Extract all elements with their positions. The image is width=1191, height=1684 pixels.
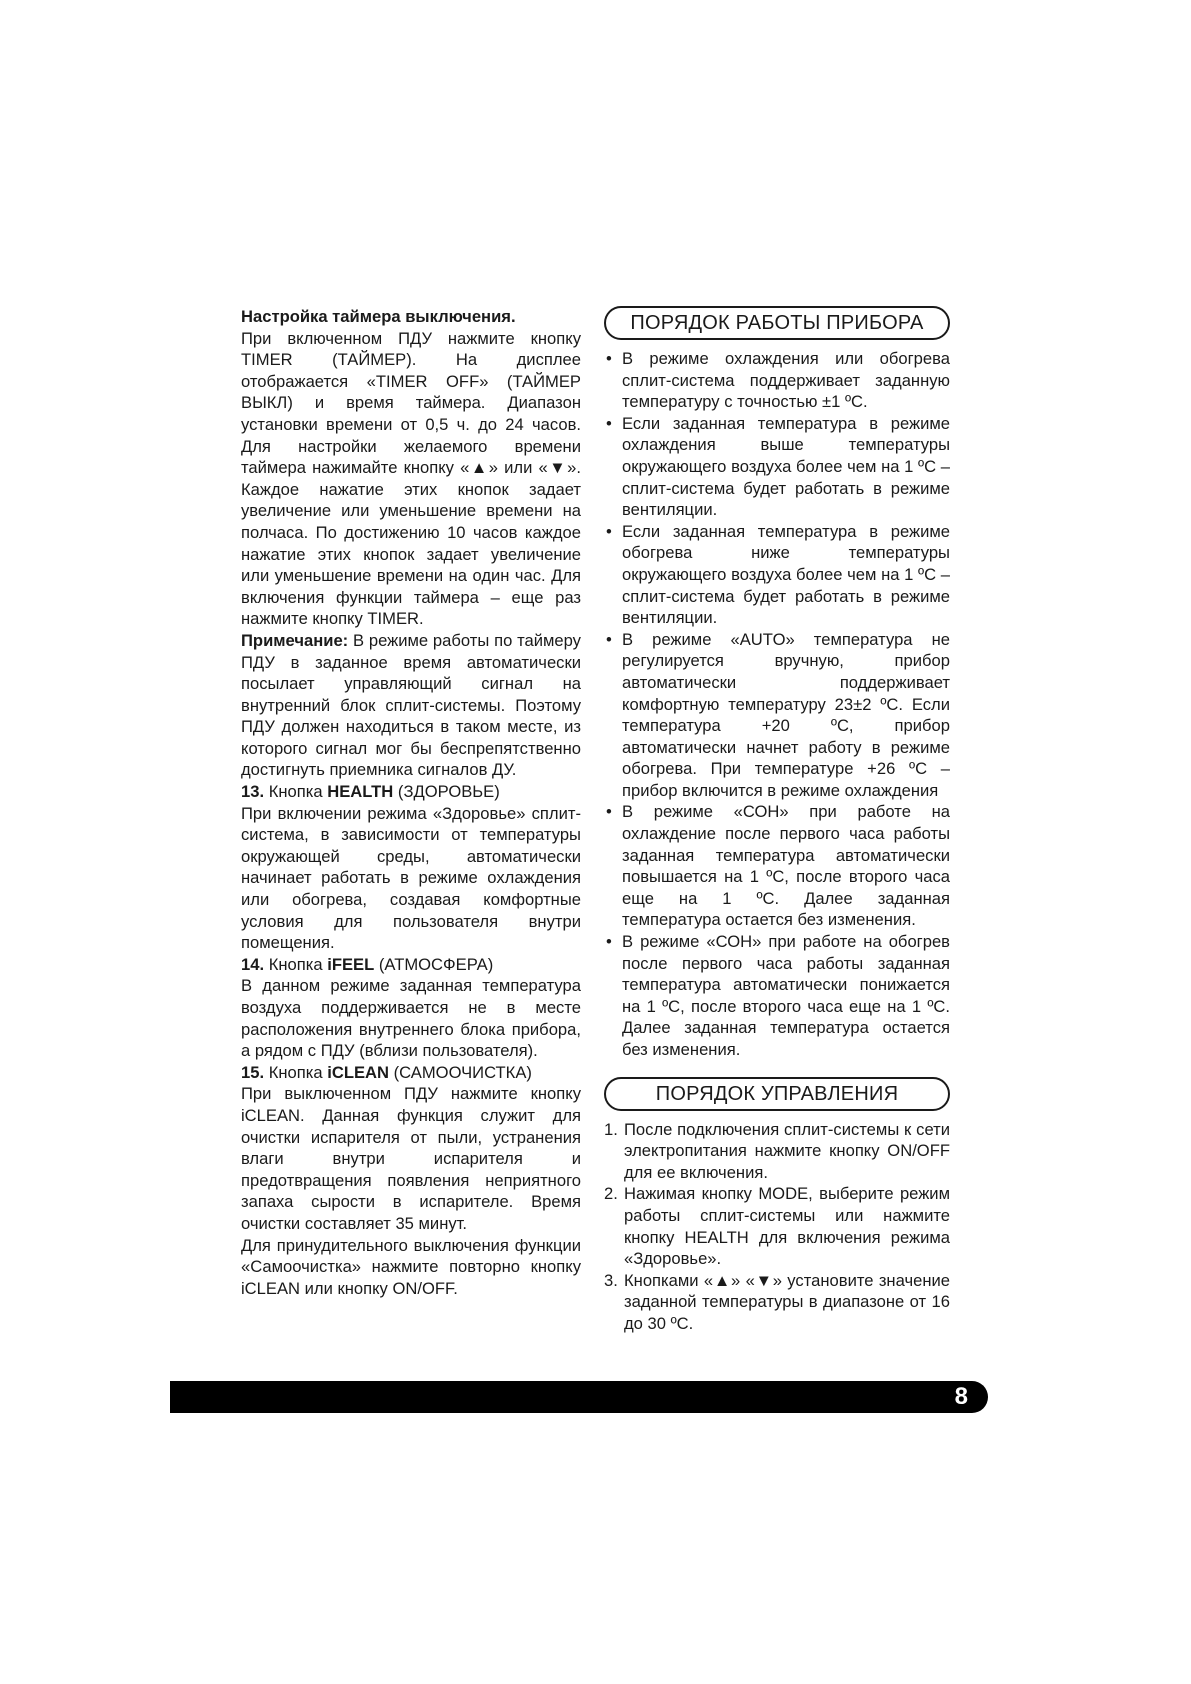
operation-title: ПОРЯДОК РАБОТЫ ПРИБОРА <box>604 306 950 340</box>
footer-bar <box>170 1381 988 1413</box>
iclean-text-2: Для принудительного выключения функции «Самоочистка» нажмите повторно кнопку iCLEAN или кнопку ON/OFF. <box>241 1235 581 1298</box>
ifeel-num: 14. <box>241 954 265 974</box>
page-number: 8 <box>954 1383 968 1410</box>
health-heading <box>241 781 581 803</box>
ifeel-suffix: (АТМОСФЕРА) <box>378 954 494 974</box>
iclean-text: При выключенном ПДУ нажмите кнопку iCLEAN. Данная функция служит для очистки испарителя от пыли, устранения влаги внутри испарителя и предотвращения появления неприятного запаха сырости в испарителе. Время очистки составляет 35 минут. <box>241 1084 581 1233</box>
control-title: ПОРЯДОК УПРАВЛЕНИЯ <box>604 1077 950 1111</box>
list-item: • В режиме «СОН» при работе на охлаждение после первого часа работы заданная температура автоматически повышается на 1 ºC, после второго часа еще на 1 ºC. Далее заданная температура остается без изменения. <box>604 801 950 931</box>
list-item <box>604 1119 950 1184</box>
note-paragraph <box>241 630 581 781</box>
list-item: • Если заданная температура в режиме обогрева ниже температуры окружающего воздуха более чем на 1 ºC – сплит-система будет работать в режиме вентиляции. <box>604 521 950 629</box>
item-text: Кнопками «▲» «▼» установите значение заданной температуры в диапазоне от 16 до 30 ºC. <box>624 1270 950 1333</box>
timer-text: При включенном ПДУ нажмите кнопку TIMER (ТАЙМЕР). На дисплее отображается «TIMER OFF» (ТАЙМЕР ВЫКЛ) и время таймера. Диапазон установки времени от 0,5 ч. до 24 часов. Для настройки желаемого времени таймера нажимайте кнопку «▲» или «▼». Каждое нажатие этих кнопок задает увеличение или уменьшение времени на полчаса. По достижению 10 часов каждое нажатие этих кнопок задает увеличение или уменьшение времени на один час. Для включения функции таймера – еще раз нажмите кнопку TIMER. <box>241 328 581 629</box>
list-item: • В режиме «AUTO» температура не регулируется вручную, прибор автоматически поддерживает комфортную температуру 23±2 ºC. Если температура +20 ºC, прибор автоматически начнет работу в режиме обогрева. При температуре +26 ºC – прибор включится в режиме охлаждения <box>604 629 950 802</box>
list-item: • В режиме охлаждения или обогрева сплит-система поддерживает заданную температуру с точностью ±1 ºC. <box>604 348 950 413</box>
list-item <box>604 1270 950 1335</box>
item-text: После подключения сплит-системы к сети электропитания нажмите кнопку ON/OFF для ее включения. <box>624 1119 950 1182</box>
timer-heading: Настройка таймера выключения. <box>241 307 516 326</box>
list-item: • В режиме «СОН» при работе на обогрев после первого часа работы заданная температура автоматически понижается на 1 ºC, после второго часа еще на 1 ºC. Далее заданная температура остается без изменения. <box>604 931 950 1061</box>
list-item: • Если заданная температура в режиме охлаждения выше температуры окружающего воздуха более чем на 1 ºC – сплит-система будет работать в режиме вентиляции. <box>604 413 950 521</box>
item-text: Нажимая кнопку MODE, выберите режим работы сплит-системы или нажмите кнопку HEALTH для включения режима «Здоровье». <box>624 1184 950 1269</box>
health-name: HEALTH <box>327 782 394 802</box>
iclean-heading <box>241 1062 581 1084</box>
operation-list <box>604 348 950 1061</box>
health-suffix: (ЗДОРОВЬЕ) <box>397 782 500 802</box>
item-number: 2. <box>604 1184 618 1204</box>
ifeel-heading <box>241 954 581 976</box>
left-column <box>241 306 581 1299</box>
health-prefix: Кнопка <box>268 782 323 802</box>
ifeel-text: В данном режиме заданная температура воздуха поддерживается не в месте расположения внутреннего блока прибора, а рядом с ПДУ (вблизи пользователя). <box>241 976 581 1061</box>
ifeel-prefix: Кнопка <box>268 954 323 974</box>
timer-section <box>241 306 581 630</box>
item-number: 3. <box>604 1270 618 1290</box>
health-num: 13. <box>241 782 265 802</box>
control-list <box>604 1119 950 1335</box>
iclean-num: 15. <box>241 1062 265 1082</box>
iclean-name: iCLEAN <box>327 1062 389 1082</box>
iclean-suffix: (САМООЧИСТКА) <box>393 1062 532 1082</box>
note-text: В режиме работы по таймеру ПДУ в заданное время автоматически посылает управляющий сигнал на внутренний блок сплит-системы. Поэтому ПДУ должен находиться в таком месте, из которого сигнал мог бы беспрепятственно достигнуть приемника сигналов ДУ. <box>241 630 581 780</box>
note-label: Примечание: <box>241 630 349 650</box>
ifeel-name: iFEEL <box>327 954 375 974</box>
iclean-prefix: Кнопка <box>268 1062 323 1082</box>
right-column <box>604 306 950 1335</box>
health-text: При включении режима «Здоровье» сплит-система, в зависимости от температуры окружающей среды, автоматически начинает работать в режиме охлаждения или обогрева, создавая комфортные условия для пользователя внутри помещения. <box>241 803 581 953</box>
list-item <box>604 1183 950 1269</box>
item-number: 1. <box>604 1119 618 1139</box>
